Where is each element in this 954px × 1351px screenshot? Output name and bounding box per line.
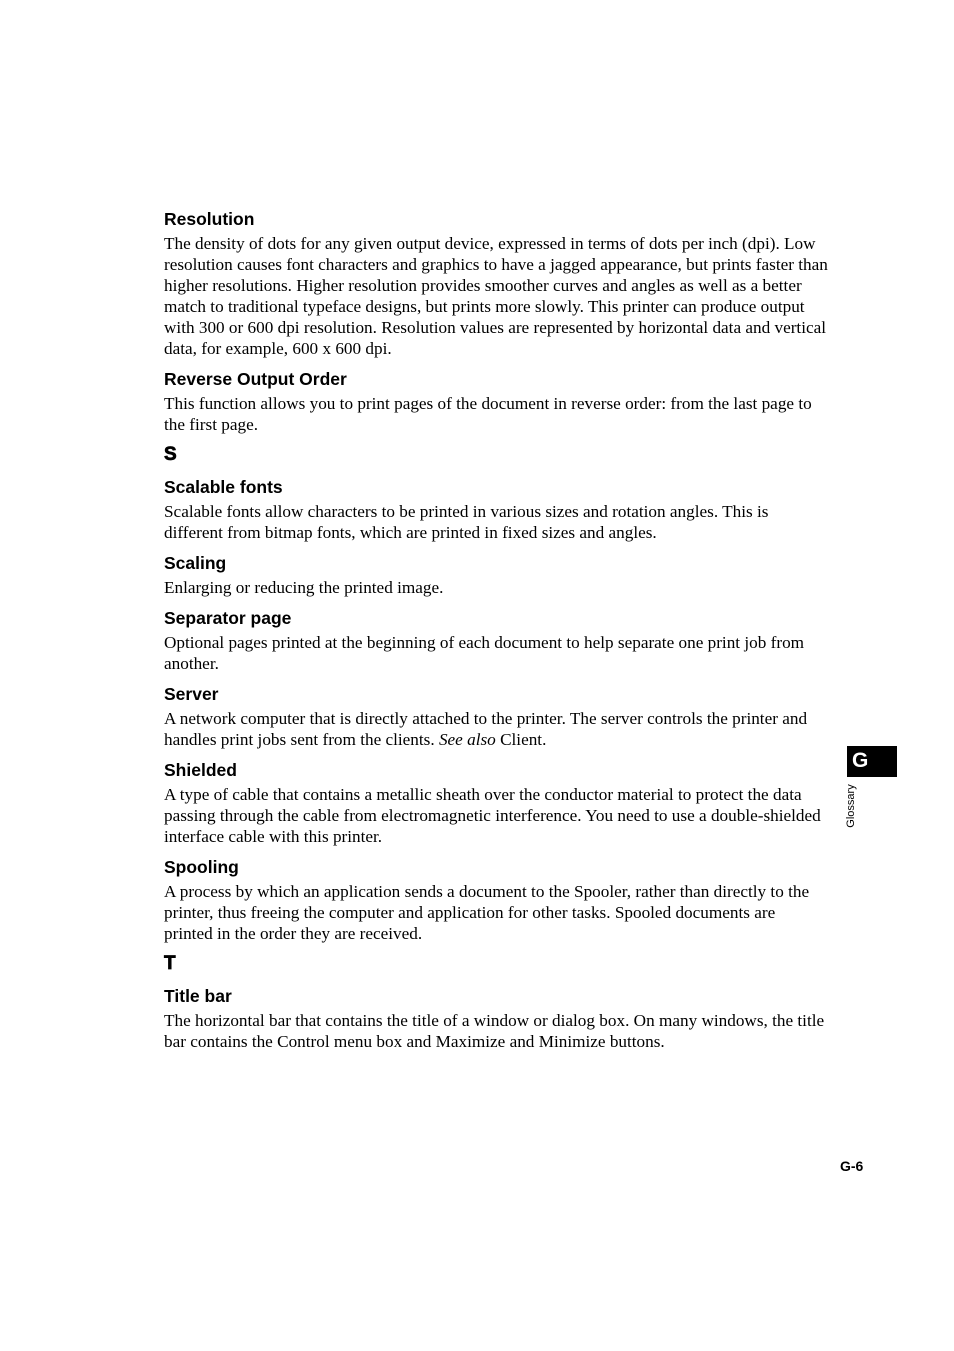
term-heading: Spooling — [164, 857, 239, 877]
term-definition: Enlarging or reducing the printed image. — [164, 578, 444, 597]
page-number: G-6 — [840, 1158, 864, 1174]
definition-text: Client. — [495, 730, 547, 749]
chapter-tab-label: Glossary — [845, 784, 857, 828]
term-heading: Resolution — [164, 209, 255, 229]
definition-text: A network computer that is directly attached to the printer. The server controls the printer and handles print jobs sent from the clients. — [164, 709, 808, 749]
term-definition: Optional pages printed at the beginning of each document to help separate one print job from another. — [164, 633, 805, 673]
term-definition: The horizontal bar that contains the title of a window or dialog box. On many windows, the title bar contains the Control menu box and Maximize and Minimize buttons. — [164, 1011, 825, 1051]
term-definition — [164, 708, 828, 750]
term-definition: A type of cable that contains a metallic sheath over the conductor material to protect the data passing through the cable from electromagnetic interference. You need to use a double-shielded interface cable with this printer. — [164, 785, 821, 846]
term-heading: Shielded — [164, 760, 237, 780]
term-heading: Title bar — [164, 986, 232, 1006]
term-heading: Scaling — [164, 553, 227, 573]
chapter-tab — [847, 746, 897, 777]
term-heading: Reverse Output Order — [164, 369, 347, 389]
term-heading: Separator page — [164, 608, 292, 628]
see-also-text: See also — [438, 730, 496, 749]
chapter-tab-letter: G — [852, 749, 869, 772]
section-letter-t: T — [164, 953, 176, 974]
term-definition: Scalable fonts allow characters to be printed in various sizes and rotation angles. This is different from bitmap fonts, which are printed in fixed sizes and angles. — [164, 502, 769, 542]
term-heading: Scalable fonts — [164, 477, 283, 497]
term-heading: Server — [164, 684, 219, 704]
glossary-content — [164, 208, 828, 1061]
term-definition: A process by which an application sends a document to the Spooler, rather than directly to the printer, thus freeing the computer and application for other tasks. Spooled documents are printed in the order they are received. — [164, 882, 810, 943]
term-definition: This function allows you to print pages of the document in reverse order: from the last page to the first page. — [164, 394, 812, 434]
section-letter-s: S — [164, 444, 177, 465]
term-definition: The density of dots for any given output device, expressed in terms of dots per inch (dpi). Low resolution causes font characters and graphics to have a jagged appearance, but prints faster than higher resolutions. Higher resolution provides smoother curves and angles as well as a better match to traditional typeface designs, but prints more slowly. This printer can produce output with 300 or 600 dpi resolution. Resolution values are represented by horizontal data and vertical data, for example, 600 x 600 dpi. — [164, 234, 828, 358]
